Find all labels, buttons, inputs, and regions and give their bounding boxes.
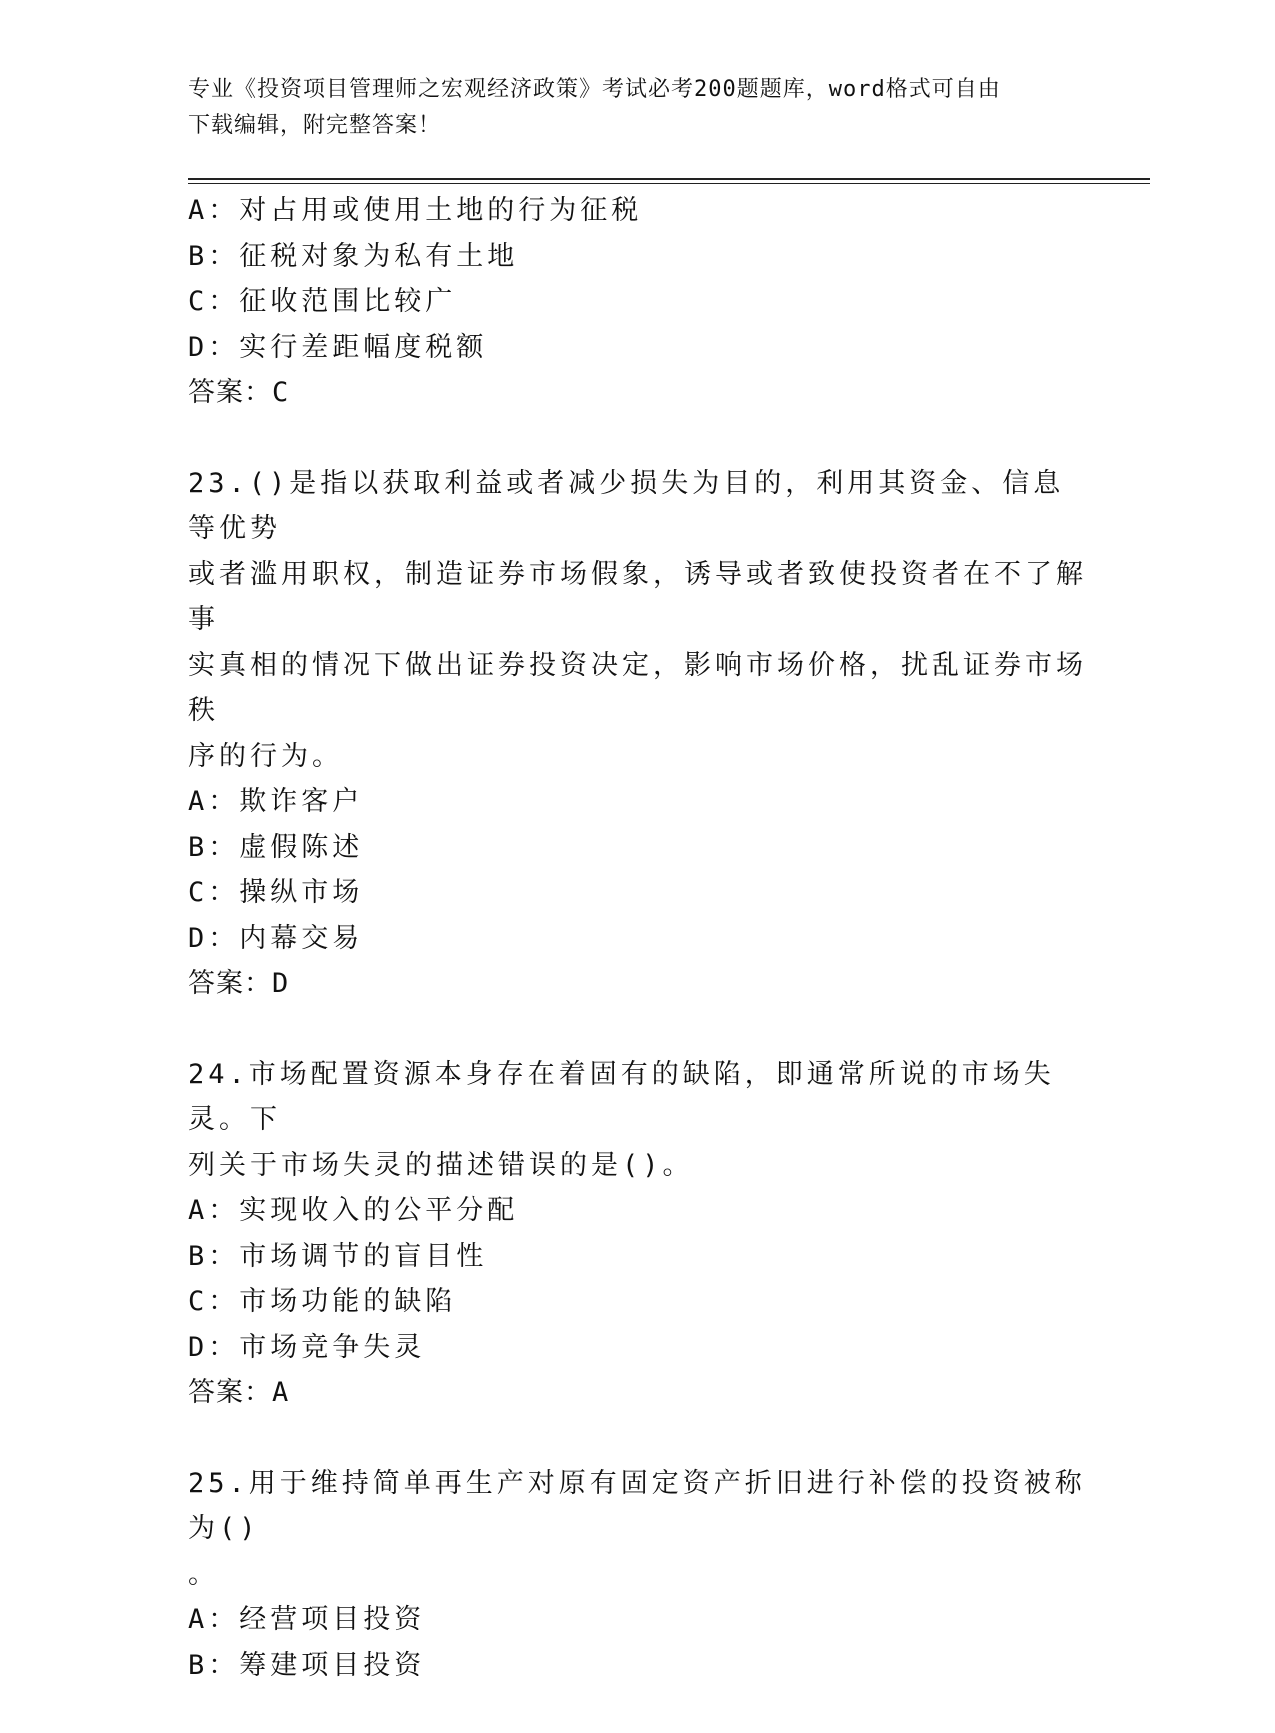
header-divider-thin	[188, 183, 1150, 184]
question-24	[188, 1052, 1088, 1416]
option-b: B：筹建项目投资	[188, 1649, 426, 1681]
option-d: D：市场竞争失灵	[188, 1331, 426, 1363]
question-text-line: 。	[188, 1558, 219, 1590]
question-text-line: 列关于市场失灵的描述错误的是()。	[188, 1149, 694, 1181]
option-b: B：征税对象为私有土地	[188, 240, 519, 272]
answer: 答案：D	[188, 968, 290, 999]
option-c: C：操纵市场	[188, 877, 364, 908]
question-text-line: 24.市场配置资源本身存在着固有的缺陷，即通常所说的市场失灵。下	[188, 1058, 1055, 1135]
option-c: C：市场功能的缺陷	[188, 1286, 457, 1317]
header-line-2: 下载编辑，附完整答案！	[188, 113, 442, 138]
option-c: C：征收范围比较广	[188, 286, 457, 317]
question-22	[188, 188, 1088, 416]
question-text-line: 或者滥用职权，制造证券市场假象，诱导或者致使投资者在不了解事	[188, 558, 1087, 635]
header-line-1: 专业《投资项目管理师之宏观经济政策》考试必考200题题库，word格式可自由	[188, 77, 1001, 102]
answer: 答案：A	[188, 1377, 290, 1408]
question-list	[188, 188, 1088, 1733]
question-text-line: 25.用于维持简单再生产对原有固定资产折旧进行补偿的投资被称为()	[188, 1467, 1086, 1544]
option-b: B：市场调节的盲目性	[188, 1240, 488, 1272]
question-text-line: 实真相的情况下做出证券投资决定，影响市场价格，扰乱证券市场秩	[188, 649, 1087, 726]
option-d: D：内幕交易	[188, 922, 364, 954]
option-a: A：欺诈客户	[188, 786, 364, 817]
header-divider-thick	[188, 178, 1150, 180]
option-a: A：经营项目投资	[188, 1604, 426, 1635]
question-text-line: 23.()是指以获取利益或者减少损失为目的，利用其资金、信息等优势	[188, 467, 1065, 544]
answer: 答案：C	[188, 377, 290, 408]
document-header	[188, 72, 1088, 144]
question-25	[188, 1461, 1088, 1689]
option-b: B：虚假陈述	[188, 831, 364, 863]
question-text-line: 序的行为。	[188, 740, 343, 772]
option-a: A：对占用或使用土地的行为征税	[188, 195, 643, 226]
question-23	[188, 461, 1088, 1007]
option-a: A：实现收入的公平分配	[188, 1195, 519, 1226]
option-d: D：实行差距幅度税额	[188, 331, 488, 363]
